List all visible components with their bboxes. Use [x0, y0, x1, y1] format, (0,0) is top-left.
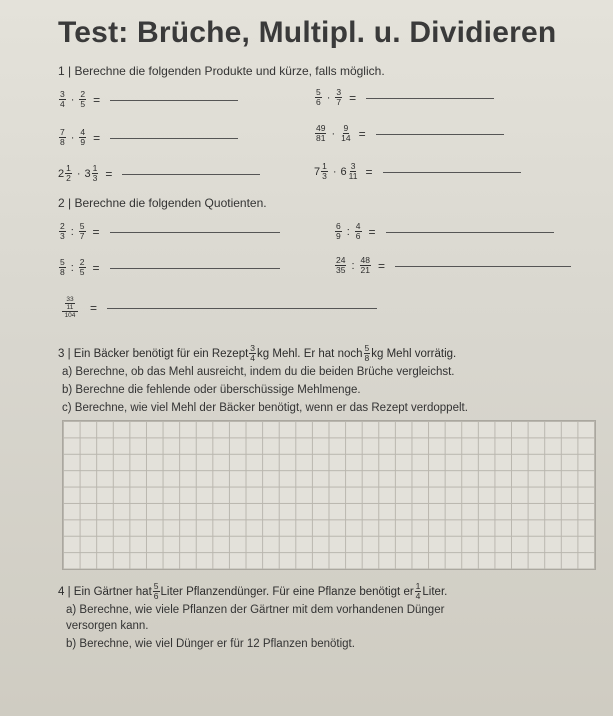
- fraction: $\frac{3}{7}$: [336, 87, 342, 107]
- fraction: $\frac{48}{21}$: [360, 255, 370, 275]
- fraction: $\frac{1}{4}$: [415, 581, 421, 601]
- task4-label: 4 | Ein Gärtner hat $\frac{5}{6}$ Liter Pflanzendünger. Für eine Pflanze benötigt er $\frac{1}{4}$ Liter.: [58, 581, 448, 601]
- complex-fraction: 33 11 104: [62, 296, 78, 319]
- fraction: $\frac{24}{35}$: [336, 255, 346, 275]
- fraction: $\frac{9}{14}$: [341, 123, 351, 143]
- fraction: $\frac{5}{8}$: [60, 257, 65, 277]
- fraction: $\frac{4}{9}$: [80, 127, 86, 147]
- task1-exercise-3: $\frac{7}{8}$ · $\frac{4}{9}$ =: [58, 128, 238, 147]
- fraction: $\frac{3}{11}$: [348, 161, 358, 181]
- fraction: $\frac{1}{2}$: [66, 163, 71, 183]
- task3-c: c) Berechne, wie viel Mehl der Bäcker benötigt, wenn er das Rezept verdoppelt.: [62, 402, 468, 414]
- fraction: $\frac{2}{3}$: [60, 221, 65, 241]
- answer-line[interactable]: [110, 99, 238, 101]
- answer-line[interactable]: [376, 133, 504, 135]
- answer-line[interactable]: [395, 265, 571, 267]
- answer-line[interactable]: [110, 231, 280, 233]
- fraction: $\frac{1}{3}$: [92, 163, 98, 183]
- task4-a-line1: a) Berechne, wie viele Pflanzen der Gärtner mit dem vorhandenen Dünger: [66, 604, 445, 616]
- fraction: $\frac{7}{8}$: [60, 127, 65, 147]
- task1-exercise-5: 2 $\frac{1}{2}$ · 3 $\frac{1}{3}$ =: [58, 164, 260, 183]
- task2-exercise-5: 33 11 104 =: [62, 296, 377, 319]
- fraction: $\frac{4}{6}$: [355, 221, 361, 241]
- task1-label: 1 | Berechne die folgenden Produkte und kürze, falls möglich.: [58, 64, 385, 78]
- fraction: $\frac{1}{3}$: [322, 161, 327, 181]
- task2-exercise-4: $\frac{24}{35}$ : $\frac{48}{21}$ =: [334, 256, 571, 275]
- fraction: $\frac{5}{8}$: [364, 343, 370, 363]
- task1-exercise-2: $\frac{5}{6}$ · $\frac{3}{7}$ =: [314, 88, 494, 107]
- answer-line[interactable]: [122, 173, 260, 175]
- page-title: Test: Brüche, Multipl. u. Dividieren: [58, 16, 557, 49]
- answer-grid[interactable]: [62, 420, 596, 570]
- answer-line[interactable]: [366, 97, 494, 99]
- task1-exercise-6: 7 $\frac{1}{3}$ · 6 $\frac{3}{11}$ =: [314, 162, 521, 181]
- task3-label: 3 | Ein Bäcker benötigt für ein Rezept $\frac{3}{4}$ kg Mehl. Er hat noch $\frac{5}{8}$ kg Mehl vorrätig.: [58, 343, 457, 363]
- task4-b: b) Berechne, wie viel Dünger er für 12 Pflanzen benötigt.: [66, 638, 355, 650]
- fraction: $\frac{2}{5}$: [80, 89, 86, 109]
- task2-exercise-1: $\frac{2}{3}$ : $\frac{5}{7}$ =: [58, 222, 280, 241]
- fraction: $\frac{5}{7}$: [79, 221, 85, 241]
- task3-a: a) Berechne, ob das Mehl ausreicht, indem du die beiden Brüche vergleichst.: [62, 366, 455, 378]
- answer-line[interactable]: [383, 171, 521, 173]
- answer-line[interactable]: [110, 137, 238, 139]
- task3-b: b) Berechne die fehlende oder überschüssige Mehlmenge.: [62, 384, 361, 396]
- task1-exercise-4: $\frac{49}{81}$ · $\frac{9}{14}$ =: [314, 124, 504, 143]
- fraction: $\frac{5}{6}$: [153, 581, 159, 601]
- answer-line[interactable]: [110, 267, 280, 269]
- task1-exercise-1: $\frac{3}{4}$ · $\frac{2}{5}$ =: [58, 90, 238, 109]
- answer-line[interactable]: [386, 231, 554, 233]
- fraction: $\frac{3}{4}$: [250, 343, 256, 363]
- fraction: $\frac{3}{4}$: [60, 89, 65, 109]
- task2-label: 2 | Berechne die folgenden Quotienten.: [58, 196, 267, 210]
- fraction: $\frac{49}{81}$: [316, 123, 326, 143]
- task4-a-line2: versorgen kann.: [66, 620, 149, 632]
- task2-exercise-2: $\frac{6}{9}$ : $\frac{4}{6}$ =: [334, 222, 554, 241]
- fraction: $\frac{2}{5}$: [79, 257, 85, 277]
- fraction: $\frac{6}{9}$: [336, 221, 341, 241]
- fraction: $\frac{5}{6}$: [316, 87, 321, 107]
- task2-exercise-3: $\frac{5}{8}$ : $\frac{2}{5}$ =: [58, 258, 280, 277]
- answer-line[interactable]: [107, 307, 377, 309]
